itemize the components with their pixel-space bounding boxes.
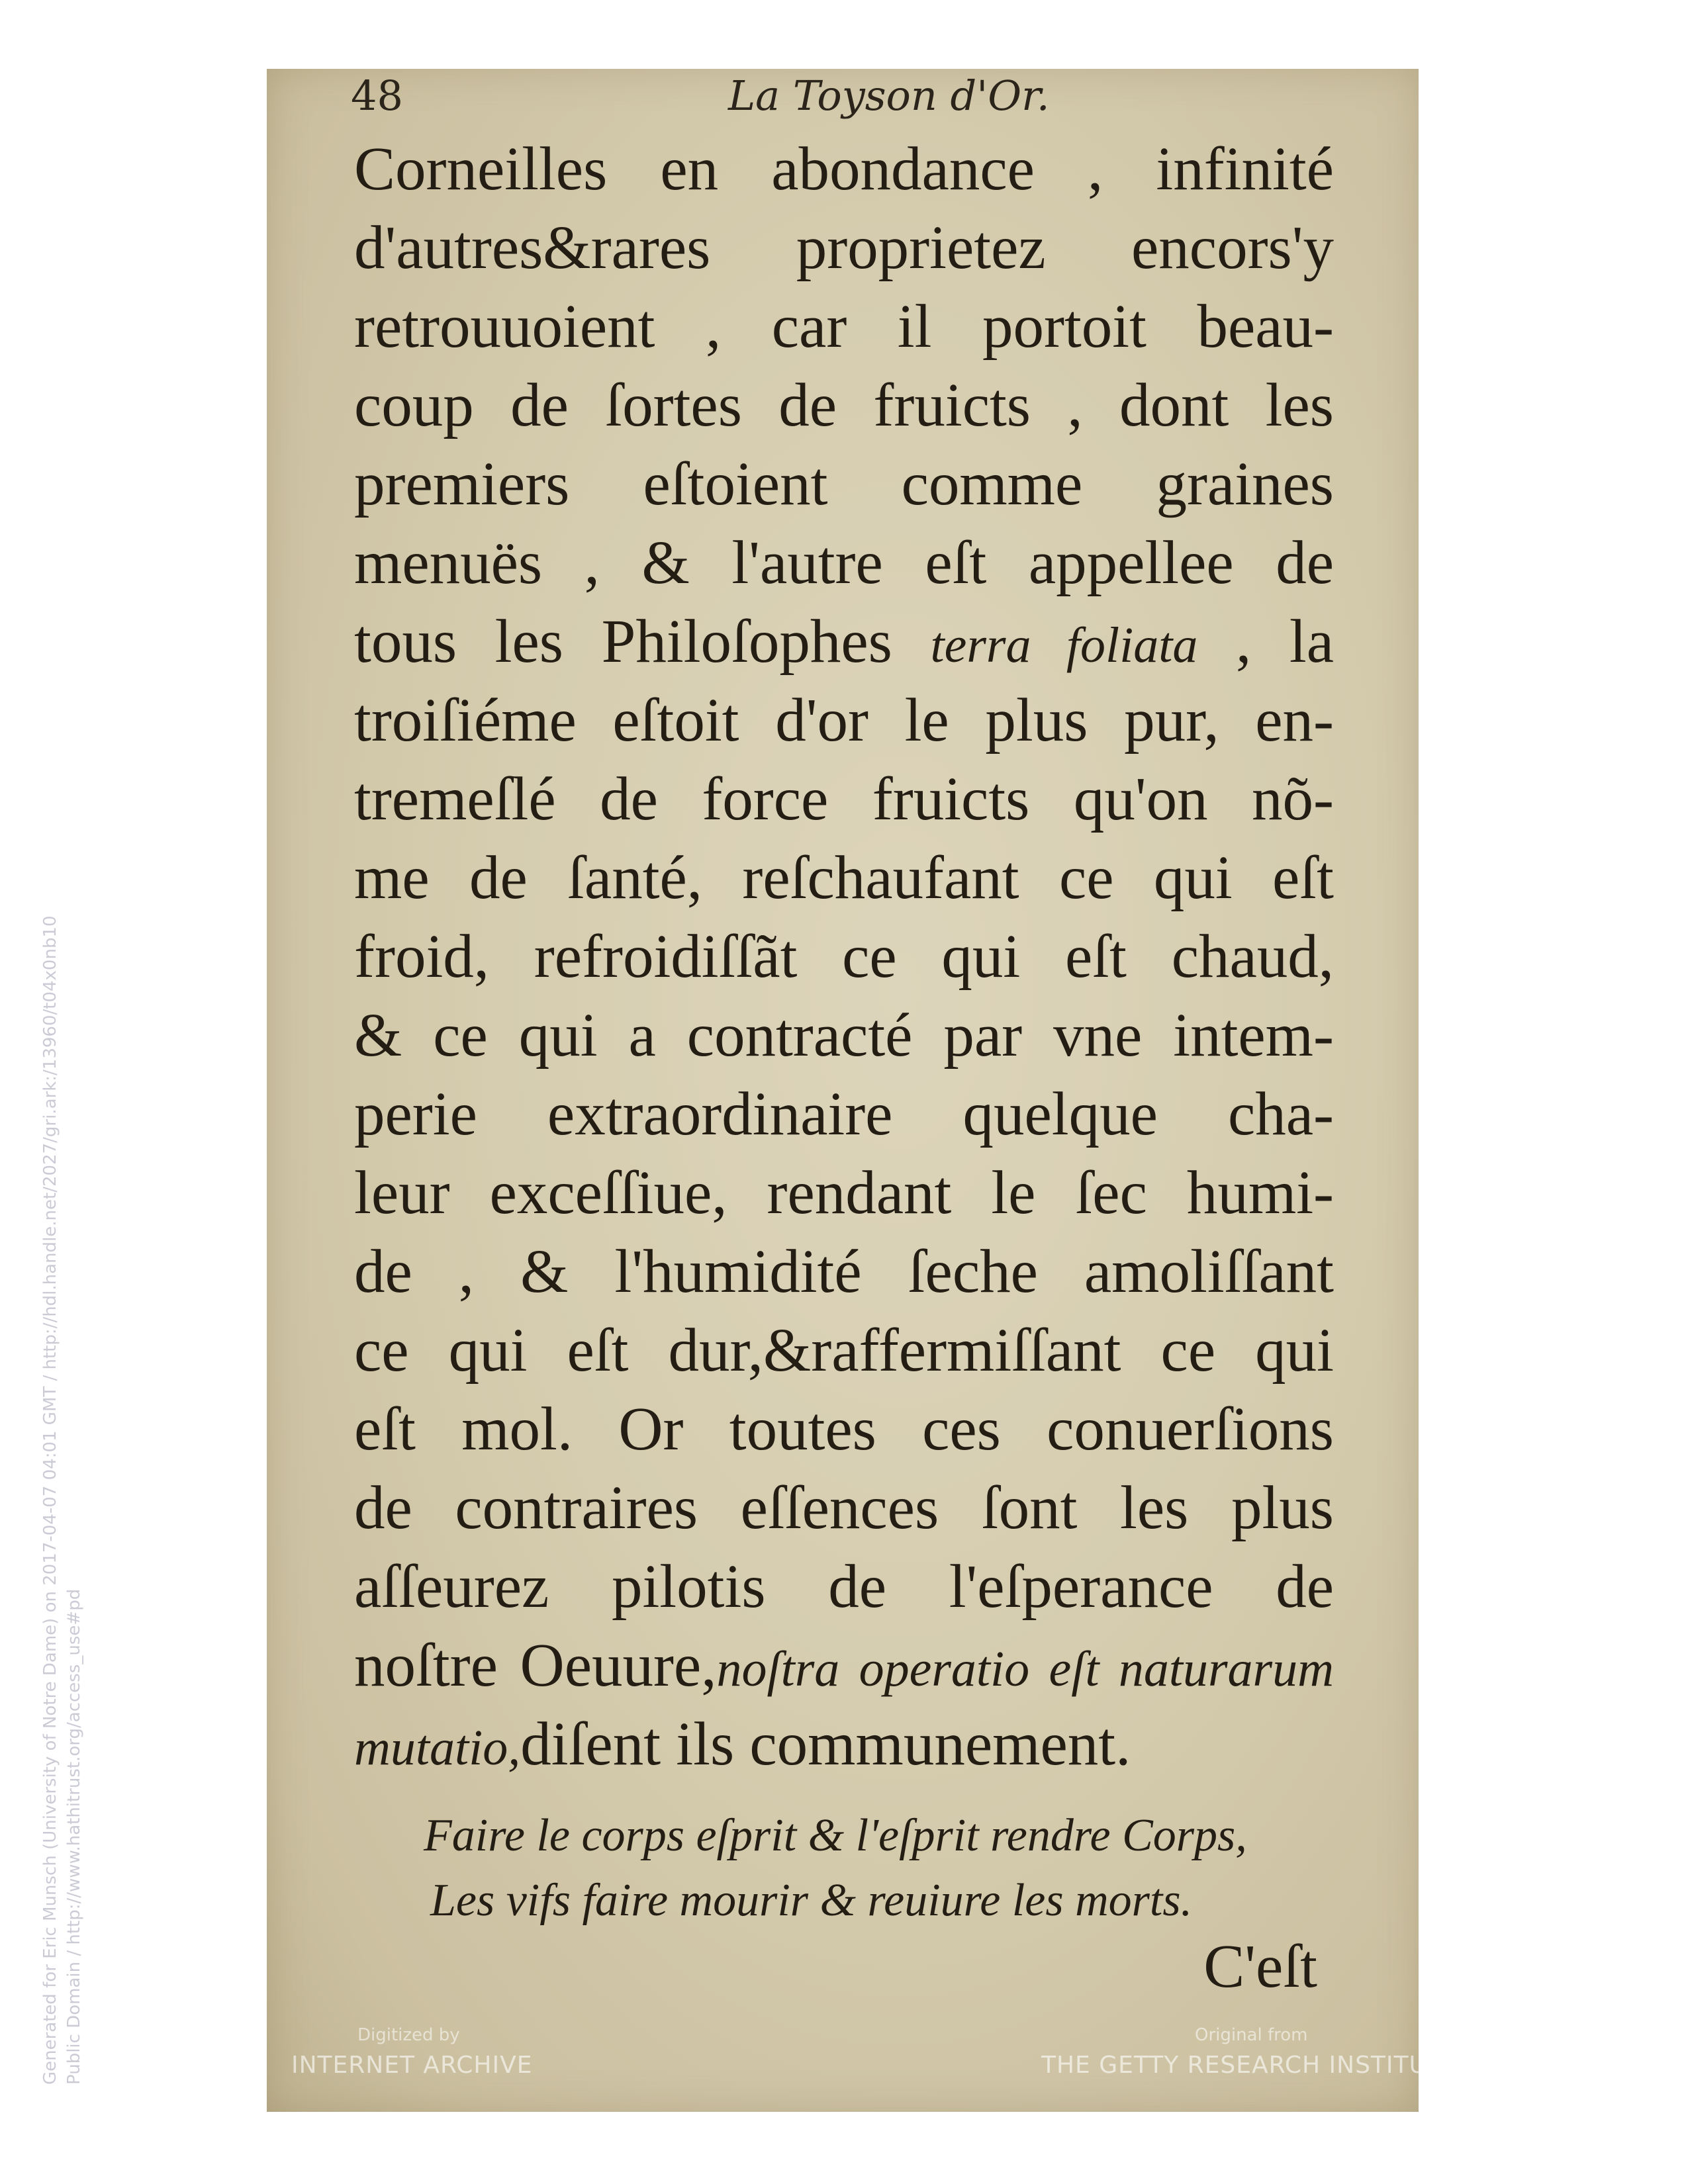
- digitized-by-caption: Digitized by: [357, 2025, 460, 2045]
- text-line: troiſiéme eſtoit d'or le plus pur, en-: [354, 686, 1334, 754]
- access-note-line: Generated for Eric Munsch (University of Notre Dame) on 2017-04-07 04:01 GMT / http://hdl.handle.net/2027/gri.ark:/13960/t04x0nb10: [40, 915, 60, 2085]
- text-line: premiers eſtoient comme graines: [354, 450, 1334, 518]
- getty-watermark: THE GETTY RESEARCH INSTITUTE: [1041, 2052, 1458, 2079]
- text-line: aſſeurez pilotis de l'eſperance de: [354, 1553, 1334, 1621]
- text-line: & ce qui a contracté par vne intem-: [354, 1001, 1334, 1069]
- body-text: [354, 130, 1334, 1784]
- latin-phrase: noſtra operatio eſt naturarum: [716, 1641, 1334, 1697]
- text-line-with-latin: [354, 602, 1334, 681]
- text-line: perie extraordinaire quelque cha-: [354, 1080, 1334, 1148]
- access-note: [38, 695, 86, 2085]
- text-line: de , & l'humidité ſeche amoliſſant: [354, 1238, 1334, 1306]
- text-line: leur exceſſiue, rendant le ſec humi-: [354, 1159, 1334, 1227]
- text-line: Corneilles en abondance , infinité: [354, 135, 1334, 203]
- access-note-line: Public Domain / http://www.hathitrust.org/access_use#pd: [64, 1588, 84, 2085]
- text-line: menuës , & l'autre eſt appellee de: [354, 529, 1334, 597]
- text-line: me de ſanté, reſchaufant ce qui eſt: [354, 844, 1334, 912]
- internet-archive-watermark: INTERNET ARCHIVE: [291, 2052, 533, 2079]
- catchword: C'eſt: [1203, 1933, 1317, 2001]
- verse-line: Faire le corps eſprit & l'eſprit rendre Corps,: [424, 1810, 1247, 1861]
- text-line: ce qui eſt dur,&raffermiſſant ce qui: [354, 1316, 1334, 1385]
- text-line-with-latin: [354, 1705, 1334, 1784]
- verse-line: Les vifs faire mourir & reuiure les morts.: [430, 1875, 1193, 1926]
- text-segment: , la: [1197, 608, 1335, 676]
- text-segment: noſtre Oeuure,: [354, 1631, 717, 1700]
- text-segment: tous les Philoſophes: [354, 608, 892, 676]
- text-line: coup de ſortes de fruicts , dont les: [354, 371, 1334, 439]
- latin-phrase: mutatio,: [354, 1720, 521, 1776]
- page-number: 48: [351, 71, 403, 120]
- verse: [424, 1803, 1331, 1933]
- original-from-caption: Original from: [1195, 2025, 1308, 2045]
- page-header: [351, 71, 1331, 131]
- text-line: eſt mol. Or toutes ces conuerſions: [354, 1395, 1334, 1463]
- text-line: d'autres&rares proprietez encors'y: [354, 214, 1334, 282]
- latin-phrase: terra foliata: [930, 617, 1198, 673]
- text-segment: diſent ils communement.: [520, 1710, 1131, 1778]
- text-line: froid, refroidiſſãt ce qui eſt chaud,: [354, 923, 1334, 991]
- text-line: tremeſlé de force fruicts qu'on nõ-: [354, 765, 1334, 833]
- running-title: La Toyson d'Or.: [728, 71, 1050, 120]
- text-line-with-latin: [354, 1626, 1334, 1705]
- text-line: retrouuoient , car il portoit beau-: [354, 293, 1334, 361]
- text-line: de contraires eſſences ſont les plus: [354, 1474, 1334, 1542]
